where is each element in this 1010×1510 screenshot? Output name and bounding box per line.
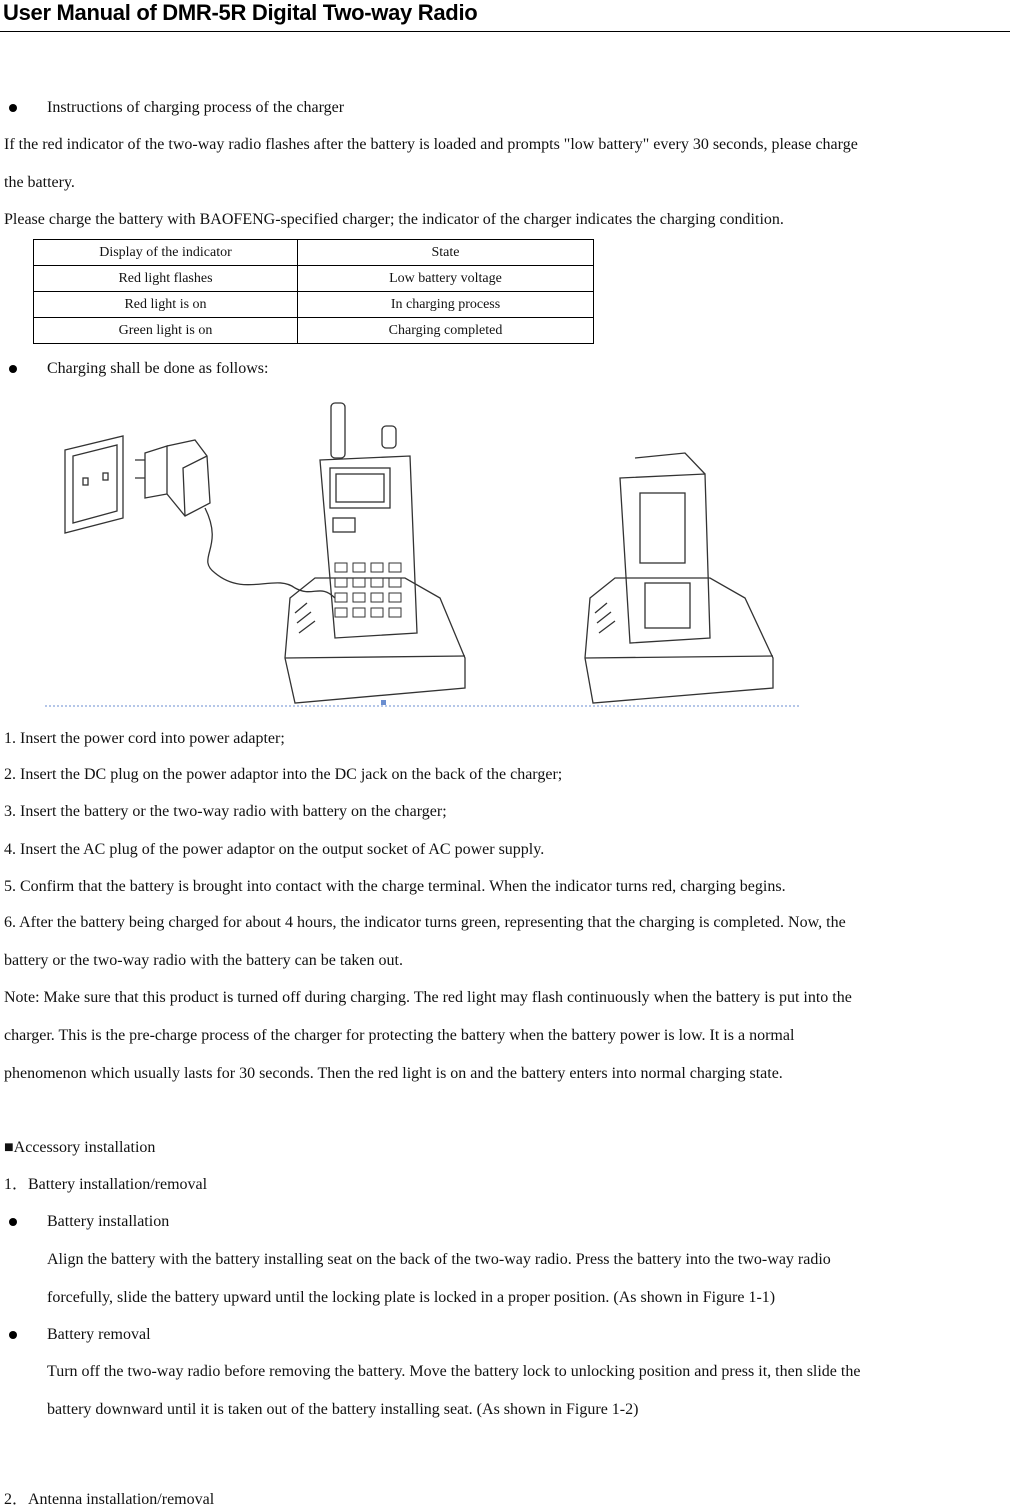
paragraph-line: Turn off the two-way radio before removing the battery. Move the battery lock to unlocking position and press it, then slide the	[47, 1363, 861, 1380]
steps-heading: Charging shall be done as follows:	[47, 360, 269, 377]
note-line: Note: Make sure that this product is turned off during charging. The red light may flash continuously when the battery is put into the	[4, 989, 852, 1006]
charger-base-icon	[285, 578, 465, 703]
table-cell: Green light is on	[34, 318, 298, 344]
indicator-table	[33, 239, 594, 344]
wall-socket-icon	[65, 436, 123, 533]
radio-icon	[320, 403, 417, 638]
table-cell: Charging completed	[298, 318, 594, 344]
step-item: 3. Insert the battery or the two-way radio with battery on the charger;	[4, 803, 447, 820]
table-cell: Red light is on	[34, 292, 298, 318]
battery-installation-heading: Battery installation	[47, 1213, 170, 1230]
table-header-cell: State	[298, 240, 594, 266]
step-item: 5. Confirm that the battery is brought into contact with the charge terminal. When the indicator turns red, charging begins.	[4, 878, 786, 895]
bullet-icon	[9, 1218, 17, 1226]
paragraph-line: battery downward until it is taken out of the battery installing seat. (As shown in Figure 1-2)	[47, 1401, 639, 1418]
accessory-heading: ■Accessory installation	[4, 1139, 156, 1156]
page-header	[0, 0, 1010, 32]
bullet-icon	[9, 365, 17, 373]
note-line: charger. This is the pre-charge process of the charger for protecting the battery when the battery power is low. It is a normal	[4, 1027, 795, 1044]
table-cell: Red light flashes	[34, 266, 298, 292]
step-item: 4. Insert the AC plug of the power adaptor on the output socket of AC power supply.	[4, 841, 545, 858]
power-adapter-icon	[135, 440, 335, 598]
paragraph-line: the battery.	[4, 174, 75, 191]
battery-subheading: 1．Battery installation/removal	[4, 1176, 208, 1193]
table-row	[34, 318, 594, 344]
charger-illustration	[45, 398, 800, 708]
charging-heading: Instructions of charging process of the charger	[47, 99, 345, 116]
step-item: 1. Insert the power cord into power adapter;	[4, 730, 285, 747]
table-header-row	[34, 240, 594, 266]
charger-with-battery-icon	[585, 453, 773, 703]
document-title: User Manual of DMR-5R Digital Two-way Radio	[3, 0, 478, 25]
bullet-icon	[9, 1331, 17, 1339]
paragraph-line: If the red indicator of the two-way radio flashes after the battery is loaded and prompts "low battery" every 30 seconds, please charge	[4, 136, 858, 153]
table-header-cell: Display of the indicator	[34, 240, 298, 266]
table-cell: Low battery voltage	[298, 266, 594, 292]
paragraph-line: Align the battery with the battery installing seat on the back of the two-way radio. Press the battery into the two-way radio	[47, 1251, 831, 1268]
antenna-subheading: 2．Antenna installation/removal	[4, 1491, 215, 1508]
paragraph-line: forcefully, slide the battery upward until the locking plate is locked in a proper position. (As shown in Figure 1-1)	[47, 1289, 776, 1306]
table-row	[34, 292, 594, 318]
step-item: battery or the two-way radio with the battery can be taken out.	[4, 952, 403, 969]
note-line: phenomenon which usually lasts for 30 seconds. Then the red light is on and the battery enters into normal charging state.	[4, 1065, 783, 1082]
bullet-icon	[9, 104, 17, 112]
paragraph-line: Please charge the battery with BAOFENG-specified charger; the indicator of the charger indicates the charging condition.	[4, 211, 784, 228]
step-item: 2. Insert the DC plug on the power adaptor into the DC jack on the back of the charger;	[4, 766, 563, 783]
table-row	[34, 266, 594, 292]
step-item: 6. After the battery being charged for about 4 hours, the indicator turns green, representing that the charging is completed. Now, the	[4, 914, 846, 931]
table-cell: In charging process	[298, 292, 594, 318]
battery-removal-heading: Battery removal	[47, 1326, 151, 1343]
